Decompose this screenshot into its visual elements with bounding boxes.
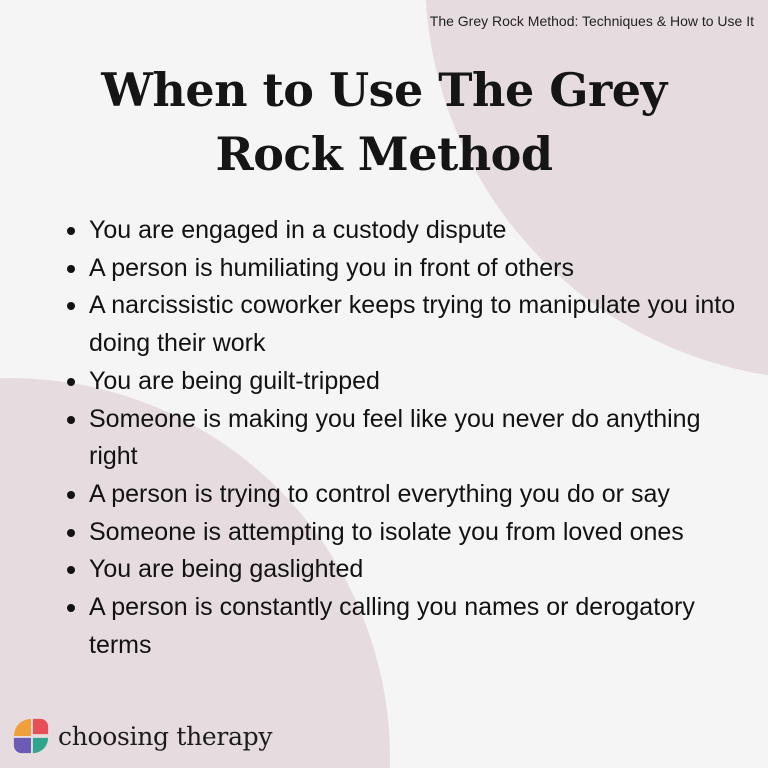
- bullet-icon: [67, 566, 75, 574]
- bullet-icon: [67, 416, 75, 424]
- bullet-list: [67, 212, 747, 664]
- bullet-icon: [67, 302, 75, 310]
- list-item: [67, 212, 747, 250]
- list-item: [67, 401, 747, 476]
- bullet-icon: [67, 265, 75, 273]
- list-item-text: Someone is making you feel like you never do anything right: [89, 404, 701, 471]
- list-item-text: A narcissistic coworker keeps trying to manipulate you into doing their work: [89, 291, 736, 358]
- bullet-icon: [67, 604, 75, 612]
- article-title-header: The Grey Rock Method: Techniques & How to Use It: [429, 13, 754, 29]
- list-item-text: Someone is attempting to isolate you from loved ones: [89, 517, 684, 546]
- bullet-icon: [67, 378, 75, 386]
- brand-footer[interactable]: [12, 714, 272, 758]
- choosing-therapy-logo-icon: [12, 717, 50, 755]
- list-item-text: You are being gaslighted: [89, 555, 364, 584]
- list-item-text: A person is trying to control everything you do or say: [89, 479, 670, 508]
- brand-name: choosing therapy: [58, 721, 273, 751]
- list-item: [67, 250, 747, 288]
- list-item: [67, 514, 747, 552]
- page-title-line-2: Rock Method: [215, 127, 553, 181]
- list-item: [67, 363, 747, 401]
- list-item: [67, 476, 747, 514]
- bullet-icon: [67, 227, 75, 235]
- list-item-text: A person is humiliating you in front of others: [89, 253, 574, 282]
- list-item-text: A person is constantly calling you names or derogatory terms: [89, 593, 695, 659]
- page-title-line-1: When to Use The Grey: [101, 63, 667, 117]
- list-item: [67, 589, 747, 664]
- bullet-icon: [67, 529, 75, 537]
- list-item-text: You are being guilt-tripped: [89, 366, 380, 395]
- list-item-text: You are engaged in a custody dispute: [89, 216, 507, 244]
- list-item: [67, 551, 747, 589]
- list-item: [67, 287, 747, 362]
- page-title: [40, 58, 728, 186]
- bullet-icon: [67, 491, 75, 499]
